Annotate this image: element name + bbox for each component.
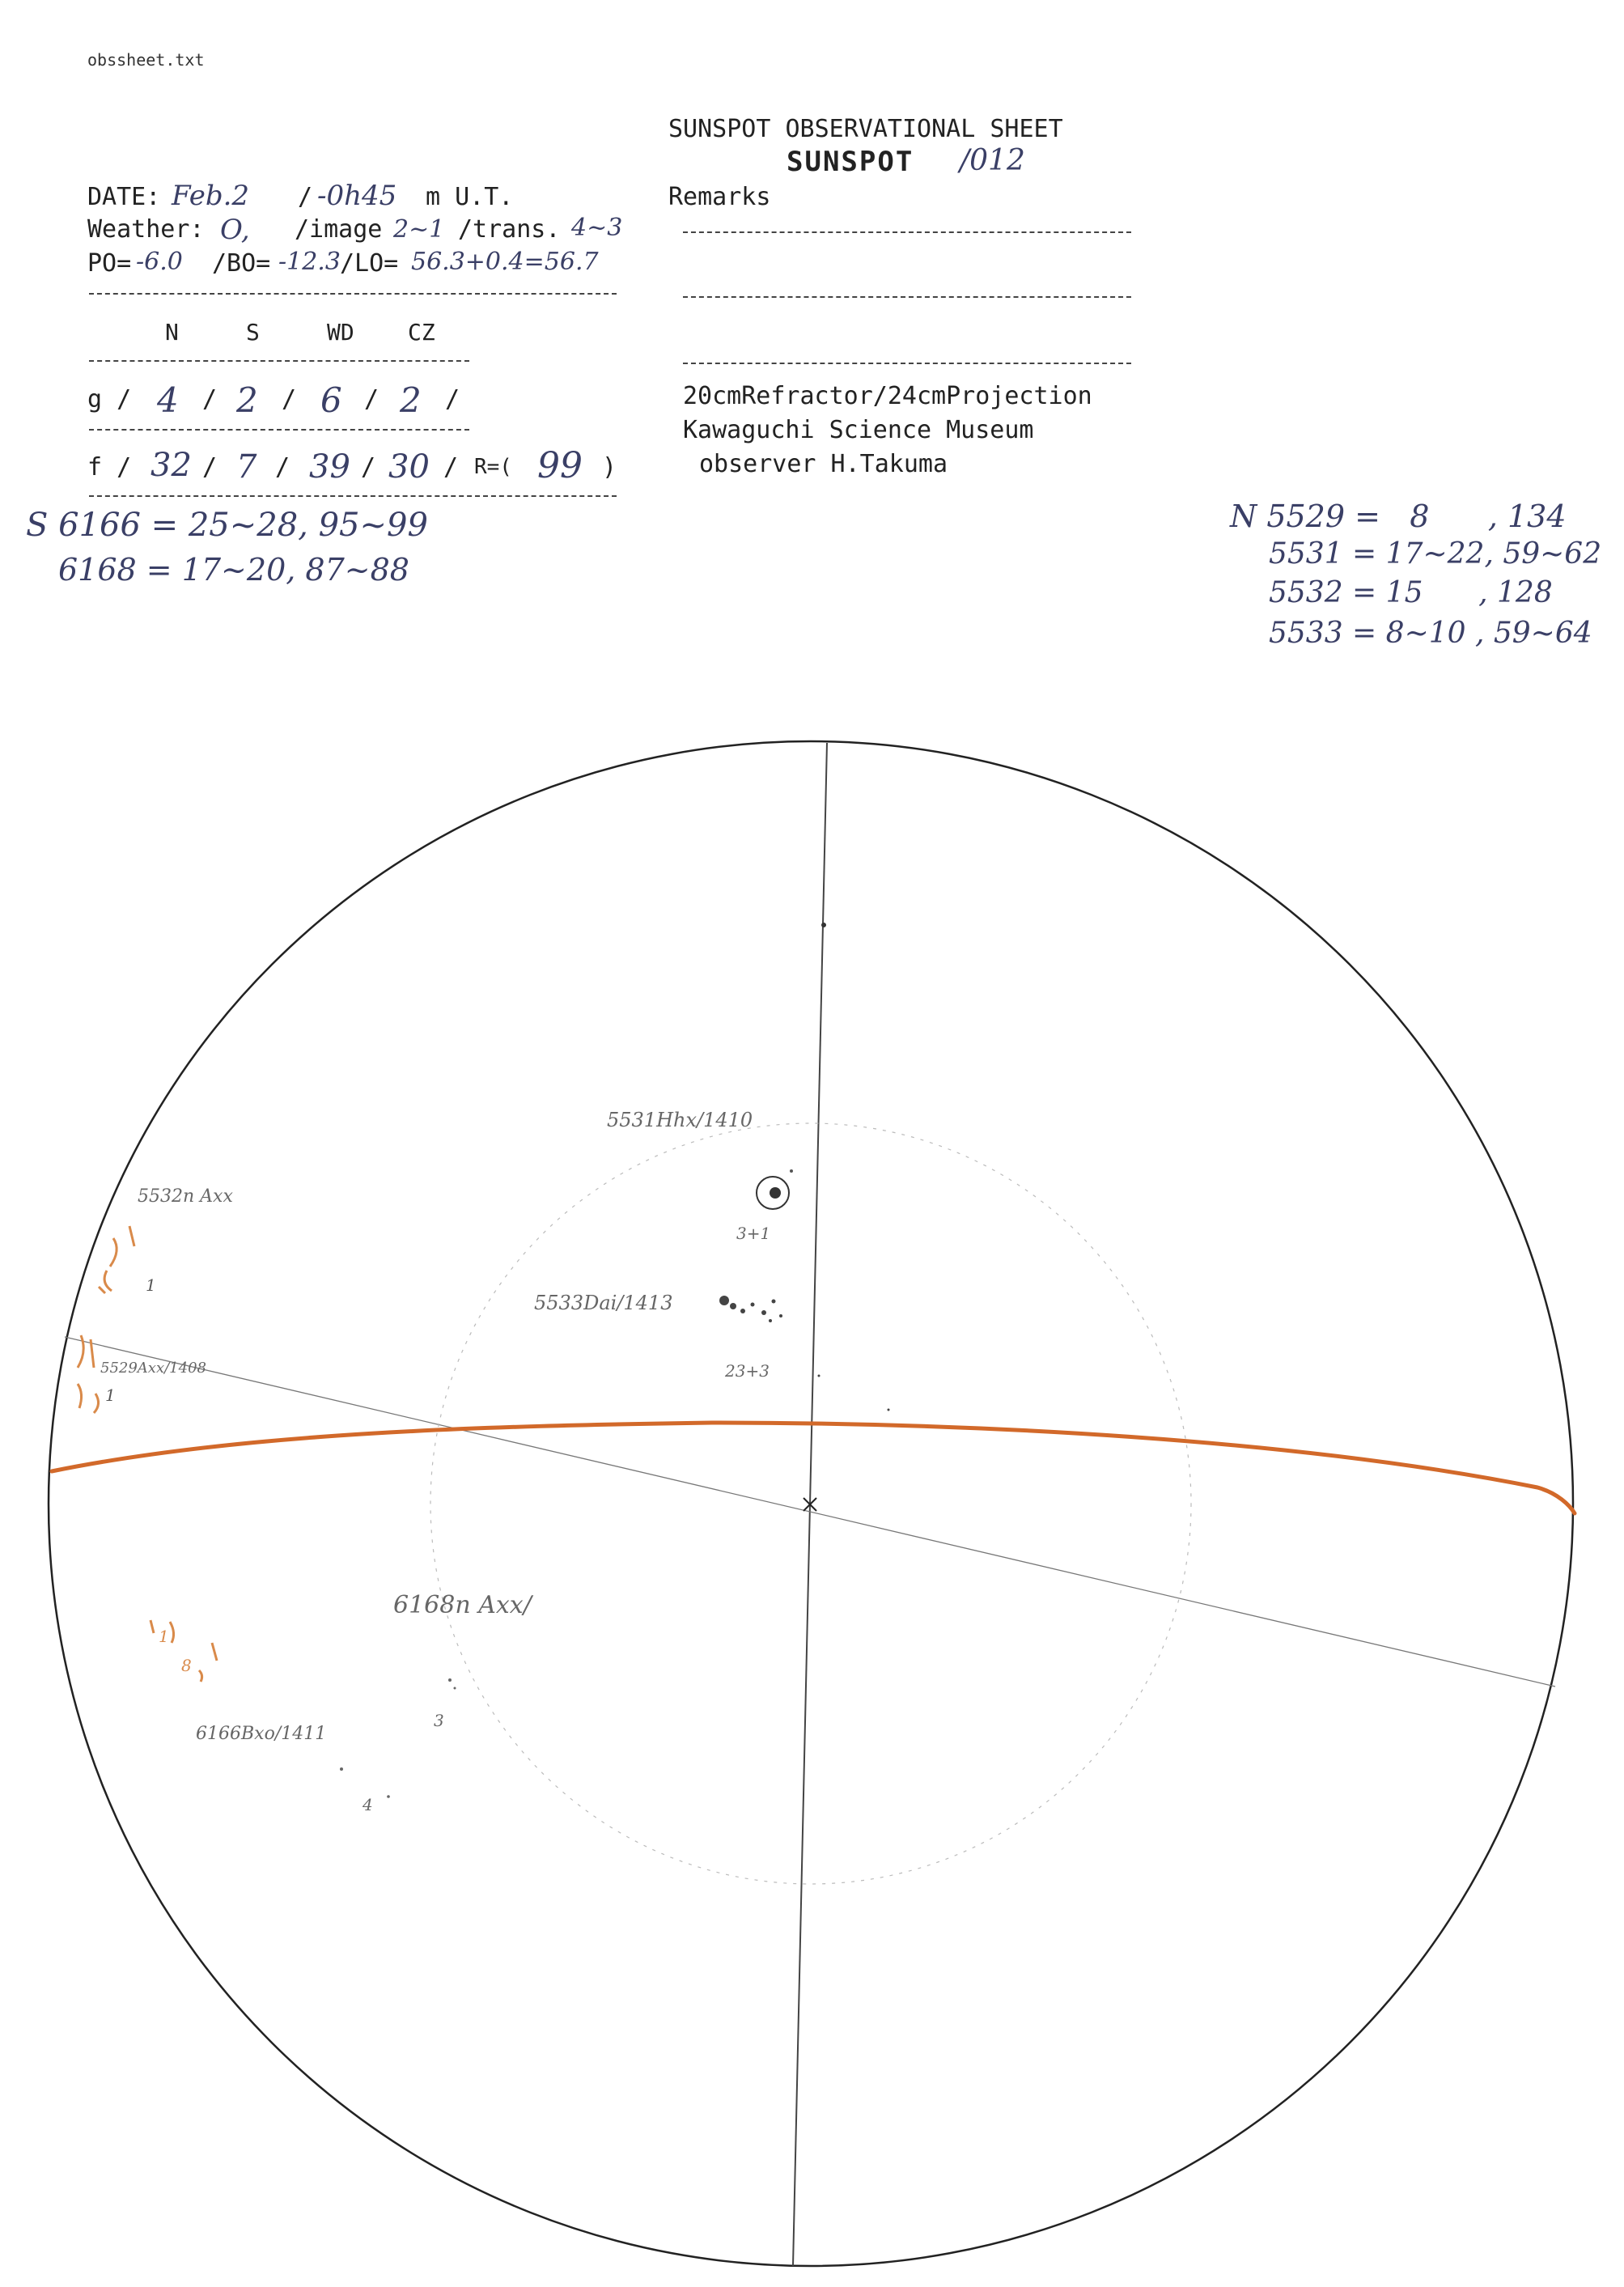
g-n-value: 4	[157, 380, 179, 420]
note-left-1: S 6166 = 25~28, 95~99	[26, 507, 428, 544]
count-orange-1: 1	[159, 1627, 169, 1646]
g-sep: /	[364, 385, 379, 414]
solar-equator-line	[52, 1423, 1575, 1513]
remarks-label: Remarks	[668, 183, 771, 211]
lo-value: 56.3+0.4=56.7	[411, 248, 599, 276]
sheet-number: /012	[960, 144, 1025, 177]
r-value: 99	[537, 445, 583, 486]
note-right-2: 5531 = 17~22, 59~62	[1269, 537, 1602, 571]
location-text: Kawaguchi Science Museum	[683, 416, 1034, 444]
spot-group-5533	[719, 1296, 890, 1411]
spot-5531-umbra	[770, 1187, 781, 1199]
r-close: )	[602, 453, 617, 482]
note-right-3: 5532 = 15 , 128	[1269, 576, 1553, 609]
header-cz: CZ	[408, 319, 435, 346]
f-cz-value: 30	[388, 448, 430, 486]
po-label: PO=	[87, 249, 132, 278]
f-sep: /	[361, 453, 376, 482]
g-s-value: 2	[236, 380, 258, 420]
image-label: /image	[295, 215, 383, 244]
spot-group-5529	[78, 1335, 99, 1413]
meridian-tick	[821, 923, 826, 927]
header-wd: WD	[327, 319, 354, 346]
spot-5531-satellite	[790, 1169, 793, 1173]
trans-label: /trans.	[458, 215, 561, 244]
sheet-title: SUNSPOT OBSERVATIONAL SHEET	[668, 115, 1063, 143]
bo-value: -12.3	[278, 248, 341, 276]
weather-label: Weather:	[87, 215, 205, 244]
r-label: R=(	[474, 455, 512, 479]
file-label: obssheet.txt	[87, 50, 205, 70]
po-value: -6.0	[136, 248, 183, 276]
sheet-subtitle: SUNSPOT	[787, 146, 914, 178]
g-row-label: g /	[87, 385, 132, 414]
f-row-label: f /	[87, 453, 132, 482]
spot-group-5532	[99, 1226, 134, 1293]
g-cz-value: 2	[400, 380, 422, 420]
label-6166: 6166Bxo/1411	[196, 1724, 327, 1744]
image-value: 2~1	[393, 215, 445, 244]
ecliptic-line	[65, 1337, 1555, 1687]
label-5533: 5533Dai/1413	[534, 1292, 673, 1314]
f-sep: /	[202, 453, 218, 482]
g-sep: /	[202, 385, 218, 414]
count-5531: 3+1	[736, 1224, 771, 1243]
trans-value: 4~3	[571, 214, 623, 242]
weather-value: O,	[220, 214, 250, 246]
label-5529: 5529Axx/1408	[100, 1360, 206, 1377]
header-n: N	[165, 319, 179, 346]
g-sep: /	[445, 385, 460, 414]
label-6168: 6168n Axx/	[393, 1591, 532, 1619]
g-wd-value: 6	[320, 380, 342, 420]
label-5532: 5532n Axx	[138, 1186, 233, 1207]
note-left-2: 6168 = 17~20, 87~88	[58, 552, 409, 588]
note-right-4: 5533 = 8~10 , 59~64	[1269, 617, 1592, 650]
f-wd-value: 39	[309, 448, 350, 486]
date-value: Feb.2	[172, 180, 250, 212]
time-separator: /	[298, 183, 313, 211]
count-5533: 23+3	[725, 1361, 770, 1381]
g-sep: /	[282, 385, 297, 414]
note-right-1: N 5529 = 8 , 134	[1230, 499, 1567, 534]
instrument-text: 20cmRefractor/24cmProjection	[683, 382, 1092, 410]
f-sep: /	[275, 453, 290, 482]
spot-group-6166	[340, 1678, 456, 1798]
count-5529: 1	[105, 1385, 116, 1405]
label-5531: 5531Hhx/1410	[607, 1109, 753, 1131]
count-6166: 4	[363, 1795, 373, 1814]
time-value: -0h45	[317, 180, 397, 212]
date-label: DATE:	[87, 183, 161, 211]
count-5532: 1	[146, 1275, 156, 1295]
header-s: S	[246, 319, 260, 346]
count-orange-8: 8	[181, 1656, 192, 1675]
time-unit: m U.T.	[426, 183, 514, 211]
count-6168: 3	[434, 1711, 444, 1730]
observer-text: observer H.Takuma	[699, 450, 948, 478]
bo-label: /BO=	[212, 249, 271, 278]
f-n-value: 32	[151, 447, 192, 484]
f-sep: /	[443, 453, 459, 482]
f-s-value: 7	[236, 448, 257, 486]
lo-label: /LO=	[340, 249, 399, 278]
